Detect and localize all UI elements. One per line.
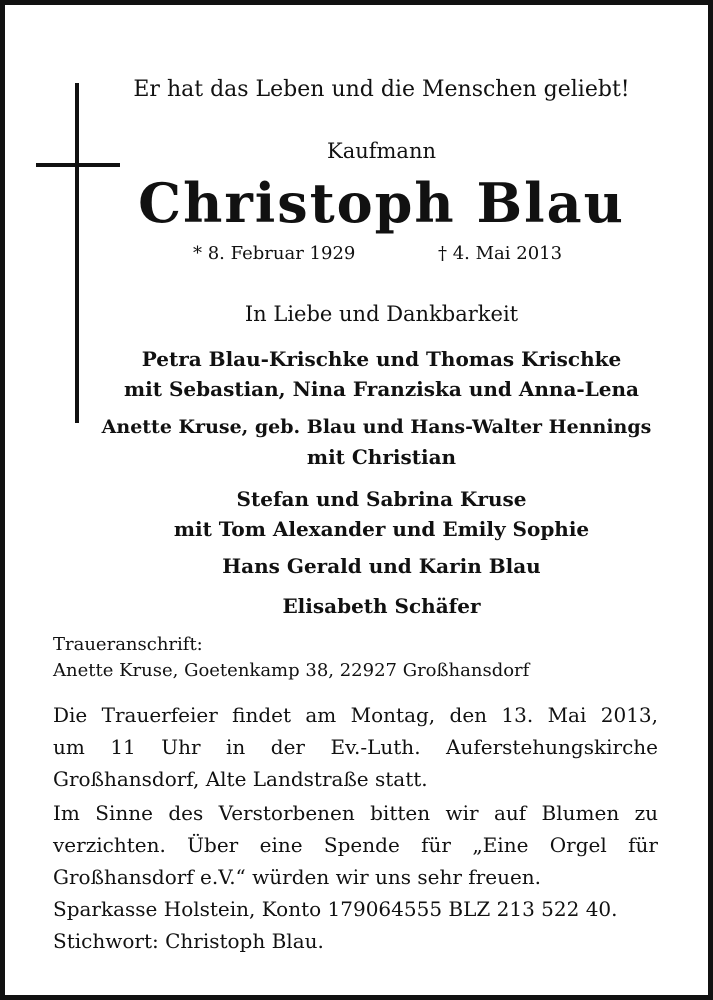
profession: Kaufmann (327, 139, 436, 163)
service-line: Die Trauerfeier findet am Montag, den 13. Mai 2013, (53, 703, 658, 727)
mourner-line: Anette Kruse, geb. Blau und Hans-Walter Hennings (101, 416, 652, 438)
donation-line: Im Sinne des Verstorbenen bitten wir auf Blumen zu (53, 801, 658, 825)
service-line: um 11 Uhr in der Ev.-Luth. Auferstehungskirche (53, 735, 658, 759)
intro-line: In Liebe und Dankbarkeit (244, 302, 519, 326)
death-date: † 4. Mai 2013 (438, 243, 563, 264)
address-value: Anette Kruse, Goetenkamp 38, 22927 Großhansdorf (53, 660, 530, 681)
service-line: Großhansdorf, Alte Landstraße statt. (53, 767, 428, 791)
deceased-name: Christoph Blau (138, 171, 625, 235)
donation-line: Großhansdorf e.V.“ würden wir uns sehr freuen. (53, 865, 542, 889)
donation-line: Stichwort: Christoph Blau. (53, 929, 324, 953)
mourner-line: Elisabeth Schäfer (282, 594, 481, 618)
donation-line: Sparkasse Holstein, Konto 179064555 BLZ 213 522 40. (53, 897, 618, 921)
cross-horizontal-bar (36, 163, 120, 167)
service-paragraph (53, 699, 658, 795)
mourner-line: Stefan und Sabrina Kruse (236, 487, 527, 511)
mourner-line: mit Sebastian, Nina Franziska und Anna-Lena (124, 377, 639, 401)
donation-paragraph (53, 797, 658, 957)
donation-line: verzichten. Über eine Spende für „Eine Orgel für (53, 833, 658, 857)
mourner-line: Petra Blau-Krischke und Thomas Krischke (141, 347, 622, 371)
mourner-line: mit Tom Alexander und Emily Sophie (173, 517, 590, 541)
mourner-line: mit Christian (306, 445, 457, 469)
birth-date: * 8. Februar 1929 (193, 243, 356, 264)
mourner-line: Hans Gerald und Karin Blau (222, 554, 541, 578)
motto: Er hat das Leben und die Menschen geliebt! (133, 77, 630, 102)
address-label: Traueranschrift: (53, 634, 203, 655)
